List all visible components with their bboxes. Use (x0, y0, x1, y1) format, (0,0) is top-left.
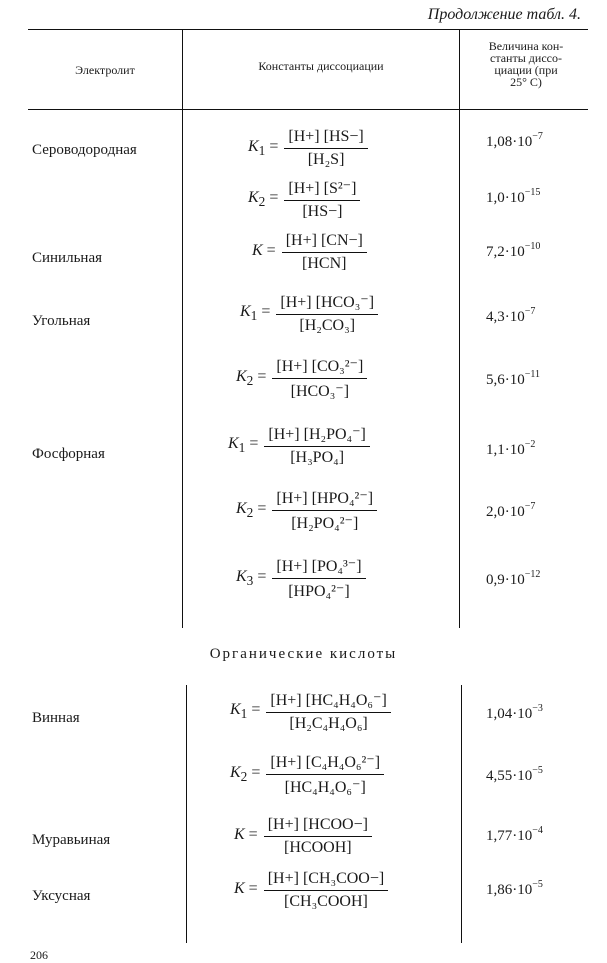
constant-value: $0,9\cdot 10^{-12}$ (486, 569, 541, 588)
dissociation-formula (228, 424, 370, 467)
formula-denominator: [H₃PO₄] (290, 449, 345, 466)
formula-lhs: $K_3$ = (236, 567, 267, 589)
formula-lhs: $K_1$ = (240, 302, 271, 324)
constant-value: $1,04\cdot 10^{-3}$ (486, 703, 543, 722)
formula-numerator: [H+] [CN−] (282, 232, 367, 253)
column-divider-2-organic (461, 685, 462, 943)
formula-numerator: [H+] [CH₃COO−] (264, 870, 389, 891)
dissociation-formula (252, 232, 367, 273)
formula-lhs: $K_2$ = (248, 188, 279, 210)
formula-denominator: [HC₄H₄O₆⁻] (284, 779, 366, 796)
formula-numerator: [H+] [PO₄³⁻] (272, 556, 365, 579)
column-divider-2 (459, 30, 460, 628)
header-value-line: Величина кон- (488, 39, 564, 53)
dissociation-formula (236, 356, 367, 401)
formula-numerator: [H+] [HCO₃⁻] (276, 292, 378, 315)
dissociation-formula (234, 816, 372, 857)
header-value (462, 40, 590, 88)
formula-fraction (272, 356, 367, 401)
constant-value: $1,77\cdot 10^{-4}$ (486, 825, 543, 844)
constant-value: $1,86\cdot 10^{-5}$ (486, 879, 543, 898)
formula-fraction (282, 232, 367, 273)
formula-lhs: K = (234, 879, 258, 897)
formula-fraction (284, 128, 367, 169)
formula-fraction (264, 424, 370, 467)
page-number: 206 (30, 948, 48, 962)
electrolyte-name: Синильная (32, 250, 102, 266)
formula-lhs: $K_1$ = (228, 434, 259, 456)
header-top-rule (28, 29, 588, 30)
dissociation-formula (240, 292, 378, 335)
electrolyte-name: Муравьиная (32, 832, 111, 848)
formula-fraction (272, 556, 365, 601)
formula-numerator: [H+] [S²⁻] (284, 178, 360, 201)
constant-value: $7,2\cdot 10^{-10}$ (486, 241, 541, 260)
electrolyte-name: Винная (32, 710, 80, 726)
electrolyte-name: Фосфорная (32, 446, 105, 462)
formula-fraction (266, 690, 390, 733)
formula-lhs: $K_1$ = (230, 700, 261, 722)
column-divider-1 (182, 30, 183, 628)
formula-denominator: [HS−] (302, 203, 343, 220)
formula-denominator: [H₂PO₄²⁻] (291, 515, 359, 532)
constant-value: $1,1\cdot 10^{-2}$ (486, 439, 536, 458)
header-value-line: станты диссо- (490, 51, 562, 65)
formula-fraction (264, 870, 389, 911)
formula-numerator: [H+] [HC₄H₄O₆⁻] (266, 690, 390, 713)
formula-numerator: [H+] [HCOO−] (264, 816, 372, 837)
table-caption: Продолжение табл. 4. (427, 6, 581, 23)
formula-fraction (284, 178, 360, 221)
constant-value: $4,55\cdot 10^{-5}$ (486, 765, 543, 784)
electrolyte-name: Уксусная (32, 888, 91, 904)
header-bottom-rule (28, 109, 588, 110)
electrolyte-name: Угольная (32, 313, 91, 329)
formula-lhs: K = (234, 825, 258, 843)
constant-value: $4,3\cdot 10^{-7}$ (486, 306, 536, 325)
column-divider-1-organic (186, 685, 187, 943)
header-electrolyte: Электролит (75, 63, 135, 77)
formula-numerator: [H+] [CO₃²⁻] (272, 356, 367, 379)
formula-numerator: [H+] [HS−] (284, 128, 367, 149)
dissociation-formula (248, 178, 360, 221)
formula-denominator: [CH₃COOH] (284, 893, 368, 910)
formula-fraction (276, 292, 378, 335)
formula-fraction (264, 816, 372, 857)
formula-denominator: [HCN] (302, 255, 347, 272)
section-title: Органические кислоты (209, 646, 398, 662)
formula-numerator: [H+] [HPO₄²⁻] (272, 488, 377, 511)
formula-denominator: [H₂S] (307, 151, 345, 168)
header-value-line: 25° С) (510, 75, 542, 89)
dissociation-formula (230, 690, 391, 733)
formula-denominator: [HCO₃⁻] (290, 383, 350, 400)
constant-value: $1,0\cdot 10^{-15}$ (486, 187, 541, 206)
formula-numerator: [H+] [C₄H₄O₆²⁻] (266, 752, 384, 775)
formula-lhs: $K_2$ = (236, 367, 267, 389)
formula-denominator: [HCOOH] (284, 839, 352, 856)
dissociation-formula (248, 128, 368, 169)
formula-lhs: $K_2$ = (236, 499, 267, 521)
header-constants: Константы диссоциации (258, 59, 384, 73)
formula-fraction (272, 488, 377, 533)
dissociation-formula (234, 870, 388, 911)
constant-value: $1,08\cdot 10^{-7}$ (486, 131, 543, 150)
formula-denominator: [H₂CO₃] (299, 317, 356, 334)
formula-lhs: $K_1$ = (248, 137, 279, 159)
formula-denominator: [H₂C₄H₄O₆] (289, 715, 368, 732)
electrolyte-name: Сероводородная (32, 142, 137, 158)
formula-numerator: [H+] [H₂PO₄⁻] (264, 424, 370, 447)
dissociation-formula (236, 488, 377, 533)
constant-value: $2,0\cdot 10^{-7}$ (486, 501, 536, 520)
formula-lhs: $K_2$ = (230, 763, 261, 785)
dissociation-formula (230, 752, 384, 797)
header-value-line: циации (при (494, 63, 558, 77)
formula-denominator: [HPO₄²⁻] (288, 583, 350, 600)
formula-fraction (266, 752, 384, 797)
formula-lhs: K = (252, 241, 276, 259)
constant-value: $5,6\cdot 10^{-11}$ (486, 369, 541, 388)
dissociation-formula (236, 556, 366, 601)
